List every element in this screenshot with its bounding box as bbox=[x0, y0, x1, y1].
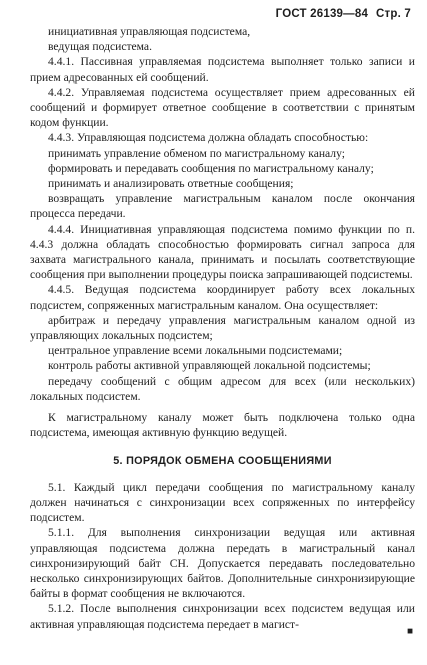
paragraph: формировать и передавать сообщения по магистральному каналу; bbox=[48, 161, 374, 175]
paragraph: ведущая подсистема. bbox=[48, 40, 152, 54]
paragraph: 4.4.1. Пассивная управляемая подсистема выполняет только записи и прием адресованных ей сообщений. bbox=[30, 55, 415, 84]
document-body bbox=[30, 24, 415, 632]
paragraph: 5.1.1. Для выполнения синхронизации ведущая или активная управляющая подсистема должна передать в магистральный канал синхронизирующий байт СН. Допускается передавать последовательно несколько синхронизирующих байтов. Дополнительные синхронизирующие байты в формат сообщения не включаются. bbox=[30, 526, 415, 601]
standard-number: ГОСТ 26139—84 bbox=[275, 8, 369, 20]
paragraph: центральное управление всеми локальными подсистемами; bbox=[48, 344, 343, 358]
paragraph: контроль работы активной управляющей локальной подсистемы; bbox=[48, 359, 371, 373]
page-number: Стр. 7 bbox=[376, 8, 411, 20]
paragraph: принимать и анализировать ответные сообщения; bbox=[48, 177, 294, 191]
paragraph: 4.4.4. Инициативная управляющая подсистема помимо функции по п. 4.4.3 должна обладать способностью формировать сигнал запроса для захвата магистрального канала, принимать и посылать соответствующие сообщения при выполнении процедуры поиска запрашивающей подсистемы. bbox=[30, 222, 415, 282]
paragraph: 4.4.5. Ведущая подсистема координирует работу всех локальных подсистем, сопряженных магистральным каналом. Она осуществляет: bbox=[30, 283, 415, 312]
paragraph: возвращать управление магистральным каналом после окончания процесса передачи. bbox=[30, 192, 415, 221]
margin-mark: ■ bbox=[406, 626, 413, 637]
section-title: 5. ПОРЯДОК ОБМЕНА СООБЩЕНИЯМИ bbox=[113, 455, 332, 468]
page-header bbox=[276, 8, 411, 20]
paragraph: 5.1.2. После выполнения синхронизации всех подсистем ведущая или активная управляющая подсистема передает в магист- bbox=[30, 602, 415, 631]
paragraph: арбитраж и передачу управления магистральным каналом одной из управляющих локальных подсистем; bbox=[30, 313, 415, 343]
paragraph: 4.4.3. Управляющая подсистема должна обладать способностью: bbox=[48, 131, 369, 145]
paragraph: передачу сообщений с общим адресом для всех (или нескольких) локальных подсистем. bbox=[30, 374, 415, 403]
paragraph: принимать управление обменом по магистральному каналу; bbox=[48, 146, 345, 160]
paragraph: К магистральному каналу может быть подключена только одна подсистема, имеющая активную функцию ведущей. bbox=[30, 411, 415, 440]
paragraph: 5.1. Каждый цикл передачи сообщения по магистральному каналу должен начинаться с синхронизации всех сопряженных по интерфейсу подсистем. bbox=[30, 480, 415, 525]
paragraph: инициативная управляющая подсистема, bbox=[48, 25, 251, 38]
paragraph: 4.4.2. Управляемая подсистема осуществляет прием адресованных ей сообщений и формирует ответное сообщение в соответствии с принятым кодом функции. bbox=[30, 85, 415, 130]
